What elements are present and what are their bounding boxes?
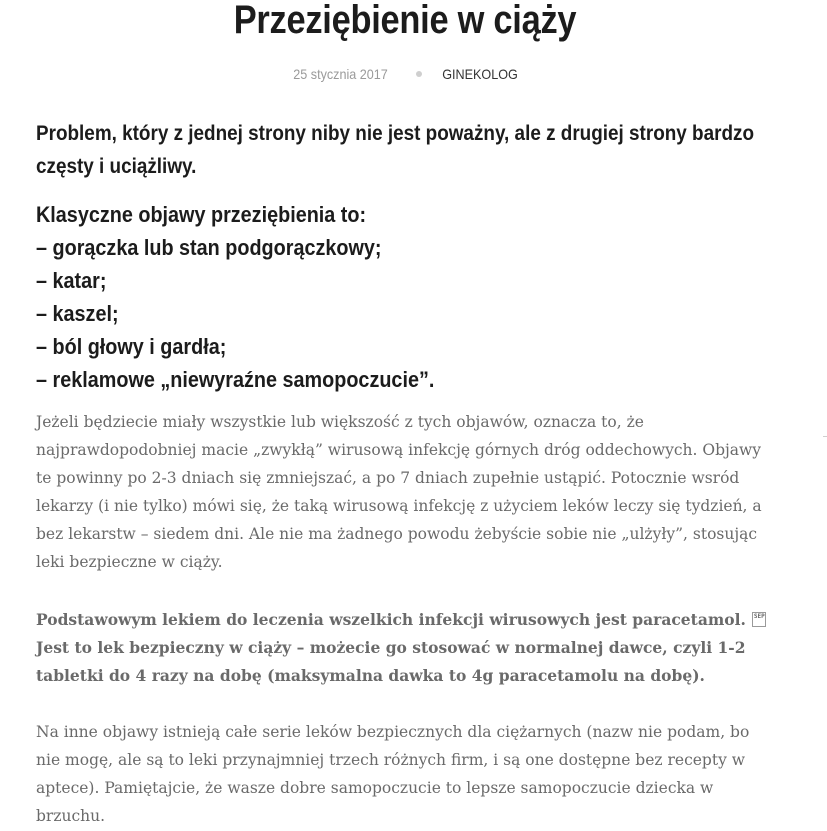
paracetamol-text-start: Podstawowym lekiem do leczenia wszelkich infekcji wirusowych jest paracetamol. [36, 610, 752, 629]
symptom-item: – reklamowe „niewyraźne samopoczucie”. [36, 367, 435, 392]
edge-divider [823, 436, 827, 437]
symptoms-block [36, 198, 434, 396]
article-meta [0, 64, 810, 84]
symptoms-heading: Klasyczne objawy przeziębienia to: [36, 202, 367, 227]
separator-glyph-icon: SEP [752, 612, 766, 627]
category-link[interactable]: GINEKOLOG [441, 66, 518, 82]
article-title: Przeziębienie w ciąży [233, 0, 577, 42]
publish-date: 25 stycznia 2017 [293, 66, 389, 82]
paracetamol-text-end: Jest to lek bezpieczny w ciąży – możecie go stosować w normalnej dawce, czyli 1-2 tabletki do 4 razy na dobę (maksymalna dawka to 4g paracetamolu na dobę). [36, 638, 746, 685]
symptom-item: – gorączka lub stan podgorączkowy; [36, 235, 382, 260]
symptom-item: – katar; [36, 268, 107, 293]
body-paragraph-symptoms-duration: Jeżeli będziecie miały wszystkie lub większość z tych objawów, oznacza to, że najprawdopodobniej macie „zwykłą” wirusową infekcję górnych dróg oddechowych. Objawy te powinny po 2-3 dniach się zmniejszać, a po 7 dniach zupełnie ustąpić. Potocznie wsród lekarzy (i nie tylko) mówi się, że taką wirusową infekcję z użyciem leków leczy się tydzień, a bez lekarstw – siedem dni. Ale nie ma żadnego powodu żebyście sobie nie „ulżyły”, stosując leki bezpieczne w ciąży. [36, 413, 762, 571]
body-paragraph-paracetamol [36, 606, 776, 690]
symptom-item: – kaszel; [36, 301, 119, 326]
article-lead: Problem, który z jednej strony niby nie jest poważny, ale z drugiej strony bardzo częsty i uciążliwy. [36, 122, 755, 178]
symptom-item: – ból głowy i gardła; [36, 334, 227, 359]
meta-separator-dot [416, 71, 422, 77]
body-paragraph-other-medicines: Na inne objawy istnieją całe serie leków bezpiecznych dla ciężarnych (nazw nie podam, bo nie mogę, ale są to leki przynajmniej trzech różnych firm, i są one dostępne bez recepty w aptece). Pamiętajcie, że wasze dobre samopoczucie to lepsze samopoczucie dziecka w brzuchu. [36, 723, 750, 825]
